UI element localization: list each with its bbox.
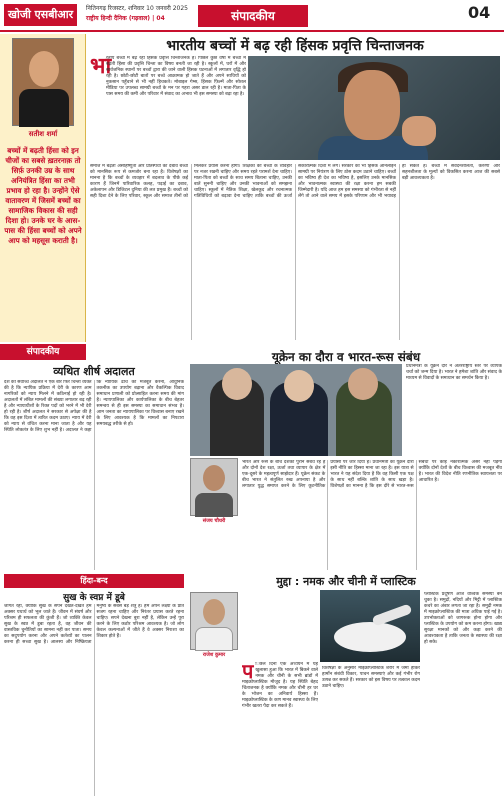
newspaper-logo: खोजी एसबीआर [4,4,77,26]
masthead [0,0,504,32]
editorial-text: देश की सर्वोच्च अदालत ने एक बार फिर चिन्ता व्यक्त की है कि न्यायिक प्रक्रिया में देरी के कारण आम नागरिकों को न्याय मिलने में कठिनाई हो रही है। अदालतों में लंबित मामलों की संख्या लगातार बढ़ रही है और न्यायाधीशों के रिक्त पदों को भरने में भी देरी हो रही है। शीर्ष अदालत ने सरकार से अपेक्षा की है कि वह इस दिशा में त्वरित कदम उठाए। न्याय में देरी को न्याय से वंचित करना माना जाता है और यह स्थिति लोकतंत्र के लिए शुभ नहीं है। अदालत ने कहा कि न्यायिक ढांचे को मजबूत करना, आधुनिक तकनीक का उपयोग बढ़ाना और वैकल्पिक विवाद समाधान प्रणाली को प्रोत्साहित करना समय की मांग है। न्यायपालिका और कार्यपालिका के बीच बेहतर समन्वय से ही इस समस्या का समाधान संभव है। आम जनता का न्यायपालिका पर विश्वास बनाए रखने के लिए आवश्यक है कि मामलों का निपटारा समयबद्ध तरीके से हो। [4,380,184,433]
plastic-article-text-b: विशेषज्ञों के अनुसार माइक्रोप्लास्टिक शरीर में जमा होकर हार्मोन संबंधी विकार, पाचन समस्याएं और कई गंभीर रोग उत्पन्न कर सकते हैं। सरकार को इस विषय पर तत्काल कदम उठाने चाहिए। [322,666,420,689]
ukraine-headline: यूक्रेन का दौरा व भारत-रूस संबंध [271,350,421,364]
salt-photo [320,590,420,662]
date-line: नितिनगढ़ रिजस्टर, शनिवार 10 जनवरी 2025 [86,5,188,12]
drop-cap-2: प [242,662,254,683]
column-section-label: हिंदा-बन्द [4,574,184,588]
author-name: सतीश शर्मा [28,130,58,138]
editorial-title: व्यथित शीर्ष अदालत [53,365,135,378]
plastic-article-text-c: प्लास्टिक प्रदूषण आज वैश्विक समस्या बन चुका है। समुद्रों, नदियों और मिट्टी में प्लास्टिक कचरे का अंबार लगता जा रहा है। समुद्री नमक में माइक्रोप्लास्टिक की मात्रा अधिक पाई गई है। उपभोक्ताओं को जागरूक होना होगा और प्लास्टिक के उपयोग को कम करना होगा। खाद्य सुरक्षा मानकों को और कड़ा करने की आवश्यकता है ताकि जनता के स्वास्थ्य की रक्षा हो सके। [424,592,502,645]
ukraine-article-text: भारत और रूस के बीच दशकों पुराने संबंध रहे हैं और दोनों देश रक्षा, ऊर्जा तथा व्यापार के क्षेत्र में एक-दूसरे के महत्वपूर्ण साझेदार हैं। यूक्रेन संकट के बीच भारत ने संतुलित रुख अपनाया है और लगातार युद्ध समाप्त करने के लिए कूटनीतिक प्रयासों पर जोर दिया है। प्रधानमंत्री का यूक्रेन दौरा इसी नीति का हिस्सा माना जा रहा है। इस यात्रा से भारत ने यह संदेश दिया है कि वह किसी एक पक्ष के साथ नहीं बल्कि शांति के साथ खड़ा है। विशेषज्ञों का मानना है कि इस दौरे से भारत-रूस संबंधों पर कोई नकारात्मक असर नहीं पड़ेगा क्योंकि दोनों देशों के बीच विश्वास की मजबूत नींव है। भारत की विदेश नीति रणनीतिक स्वायत्तता पर आधारित है। [242,460,502,489]
editorial-section-label: संपादकीय [0,344,86,360]
author2-name: संजय चौधरी [202,518,226,524]
author2-photo [190,458,238,516]
article-body-text: समाज में बढ़ती असहिष्णुता और प्रतिस्पर्धा का दबाव बच्चों को मानसिक रूप से कमजोर बना रहा है। विशेषज्ञों का मानना है कि बच्चों के व्यवहार में बदलाव के पीछे कई कारण हैं जिनमें पारिवारिक कलह, पढ़ाई का दबाव, अकेलापन और डिजिटल दुनिया की लत प्रमुख हैं। बच्चों को सही दिशा देने के लिए परिवार, स्कूल और समाज तीनों को मिलकर प्रयास करना होगा। शिक्षकों को बच्चों के व्यवहार पर नजर रखनी चाहिए और समय रहते परामर्श देना चाहिए। माता-पिता को बच्चों के साथ समय बिताना चाहिए, उनकी बातें सुननी चाहिए और उनकी भावनाओं को समझना चाहिए। स्कूलों में नैतिक शिक्षा, खेलकूद और रचनात्मक गतिविधियों को बढ़ावा देना चाहिए ताकि बच्चों की ऊर्जा सकारात्मक दिशा में लगे। सरकार को भी हिंसक ऑनलाइन सामग्री पर नियंत्रण के लिए ठोस कदम उठाने चाहिए। बच्चों का भविष्य ही देश का भविष्य है, इसलिए उनके मानसिक और भावनात्मक स्वास्थ्य की रक्षा करना हम सबकी जिम्मेदारी है। यदि आज हम इस समस्या को गंभीरता से नहीं लेंगे तो आने वाले समय में इसके परिणाम और भी भयावह हो सकते हैं। बच्चों में संवेदनशीलता, करुणा और सहनशीलता के मूल्यों को विकसित करना आज की सबसे बड़ी आवश्यकता है। [90,164,500,199]
ukraine-side-text: प्रधानमंत्री के यूक्रेन दौरे ने अंतरराष्ट्रीय स्तर पर व्यापक चर्चा को जन्म दिया है। भारत ने हमेशा शांति और संवाद के माध्यम से विवादों के समाधान का समर्थन किया है। [406,364,502,381]
angry-child-photo [248,56,500,160]
plastic-text-a: िछले दिनों एक अध्ययन में यह खुलासा हुआ कि भारत में बिकने वाले नमक और चीनी के सभी ब्रांडों में माइक्रोप्लास्टिक मौजूद है। यह स्थिति बेहद चिंताजनक है क्योंकि नमक और चीनी हर घर के भोजन का अनिवार्य हिस्सा हैं। माइक्रोप्लास्टिक के कण मानव स्वास्थ्य के लिए गंभीर खतरा पैदा कर सकते हैं। [242,662,318,709]
article-intro-text: रतीय बच्चों में बढ़ रही हिंसक प्रवृत्ति चिन्ताजनक है। पिछले कुछ वर्षों में बच्चों में बढ़ती हिंसा की प्रवृत्ति चिन्ता का विषय बनती जा रही है। स्कूलों में, घरों में और सार्वजनिक स्थानों पर बच्चों द्वारा की जाने वाली हिंसक घटनाओं में लगातार वृद्धि हो रही है। छोटी-छोटी बातों पर बच्चे आक्रामक हो जाते हैं और अपने साथियों को नुकसान पहुँचाने से भी नहीं हिचकते। मोबाइल गेम्स, हिंसक फ़िल्में और सोशल मीडिया पर उपलब्ध सामग्री बच्चों के मन पर गहरा असर डाल रही है। माता-पिता के पास समय की कमी और परिवार में संवाद का अभाव भी इस समस्या को बढ़ा रहा है। [106,56,246,97]
edition-line: राष्ट्रीय हिन्दी दैनिक (गढ़वाल) | 04 [86,15,165,22]
author3-name: राजेश कुमार [202,652,226,658]
author3-photo [190,592,238,650]
plastic-article-text-a [242,662,318,796]
pull-quote: बच्चों में बढ़ती हिंसा को इन चीजों का सबसे ख़तरनाक़ तो सिर्फ़ उनकी उम्र के साथ अनियंत्रित हिंसा का तभी प्रभाव हो रहा है। उन्होंने ऐसे वातावरण में जिसमें बच्चों का सामाजिक विकास की सही दिशा हो। उनके घर के आस-पास की हिंसा बच्चों को अपने आप को महसूस कराती है। [4,146,82,245]
main-headline: भारतीय बच्चों में बढ़ रही हिंसक प्रवृत्ति चिन्ताजनक [166,38,424,54]
leaders-photo [190,364,402,456]
drop-cap: भा [90,54,112,79]
plastic-headline: मुद्दा : नमक और चीनी में प्लास्टिक [276,575,416,588]
column-title: सुख के स्वप्न में डूबे [63,593,125,603]
page-number: 04 [468,3,491,22]
author-photo [12,38,74,126]
section-title: संपादकीय [198,5,308,27]
column-text: जागते रहो, क्योंकि सुख के सपने देखते-देखते हम अक्सर यथार्थ को भूल जाते हैं। जीवन में संघर्ष और परिश्रम ही सफलता की कुंजी हैं। जो व्यक्ति केवल सुख के स्वप्न में डूबा रहता है, वह जीवन की वास्तविक चुनौतियों का सामना नहीं कर पाता। समय का सदुपयोग करना और अपने कर्तव्यों का पालन करना ही सच्चा सुख है। आलस्य और निष्क्रियता मनुष्य के सबसे बड़े शत्रु हैं। हमें अपने लक्ष्यों के प्रति सजग रहना चाहिए और निरंतर प्रयास करते रहना चाहिए। सपने देखना बुरा नहीं है, लेकिन उन्हें पूरा करने के लिए कठोर परिश्रम आवश्यक है। जो लोग केवल कल्पनाओं में जीते हैं वे अक्सर निराशा का शिकार होते हैं। [4,604,184,645]
